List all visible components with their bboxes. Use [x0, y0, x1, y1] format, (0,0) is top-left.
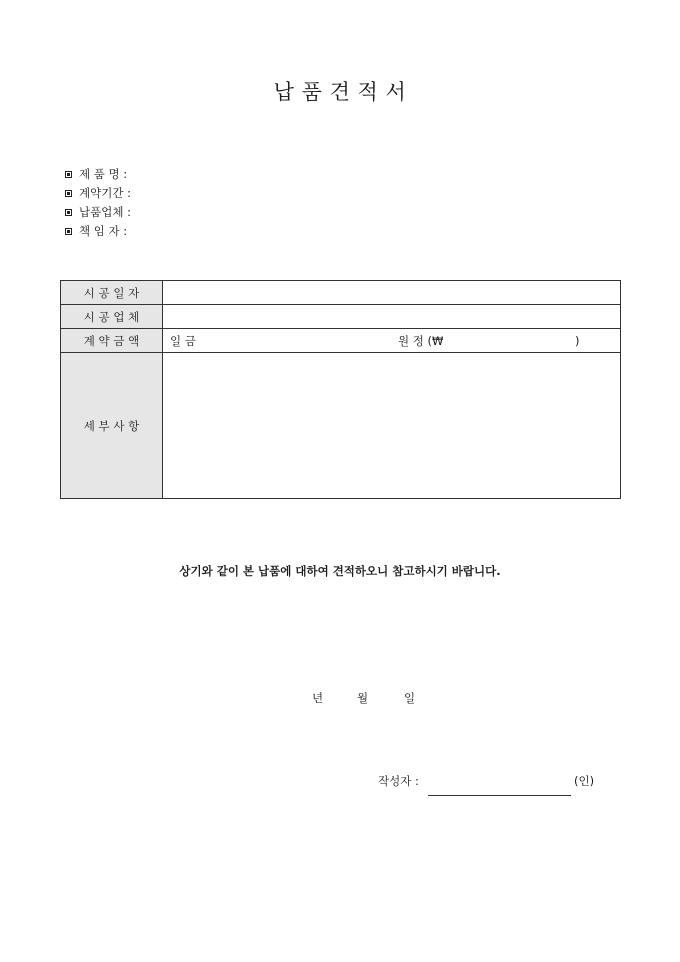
construction-date-label: 시 공 일 자 [61, 281, 163, 305]
info-row-supplier [65, 203, 131, 222]
construction-date-field[interactable] [163, 281, 621, 305]
author-label: 작성자 : [378, 774, 419, 788]
table-row-construction-date [61, 281, 621, 305]
square-bullet-icon [65, 171, 72, 178]
contract-amount-label: 계 약 금 액 [61, 329, 163, 353]
contract-amount-field[interactable] [163, 329, 621, 353]
amount-prefix: 일 금 [170, 333, 196, 348]
square-bullet-icon [65, 209, 72, 216]
info-row-contract-period [65, 184, 131, 203]
table-row-contract-amount [61, 329, 621, 353]
table-row-details [61, 353, 621, 499]
info-label-supplier: 납품업체 : [79, 205, 131, 219]
info-list [65, 165, 131, 241]
details-label: 세 부 사 항 [61, 353, 163, 499]
info-row-product [65, 165, 131, 184]
info-label-product: 제 품 명 : [79, 167, 128, 181]
date-month-label: 월 [357, 691, 369, 705]
contractor-field[interactable] [163, 305, 621, 329]
signature-block [378, 773, 608, 803]
amount-row [170, 329, 620, 352]
amount-close-paren: ) [575, 333, 580, 348]
closing-statement: 상기와 같이 본 납품에 대하여 견적하오니 참고하시기 바랍니다. [179, 564, 501, 578]
info-row-manager [65, 222, 131, 241]
seal-label: (인) [574, 774, 595, 788]
table-row-contractor [61, 305, 621, 329]
signature-line[interactable] [428, 795, 571, 796]
date-year-label: 년 [312, 691, 324, 705]
info-label-contract-period: 계약기간 : [79, 186, 131, 200]
square-bullet-icon [65, 228, 72, 235]
details-field[interactable] [163, 353, 621, 499]
amount-won-label: 원 정 (₩ [398, 333, 444, 348]
document-title: 납 품 견 적 서 [273, 80, 407, 104]
contractor-label: 시 공 업 체 [61, 305, 163, 329]
square-bullet-icon [65, 190, 72, 197]
info-label-manager: 책 임 자 : [79, 224, 128, 238]
date-day-label: 일 [404, 691, 416, 705]
quote-table [60, 280, 621, 499]
